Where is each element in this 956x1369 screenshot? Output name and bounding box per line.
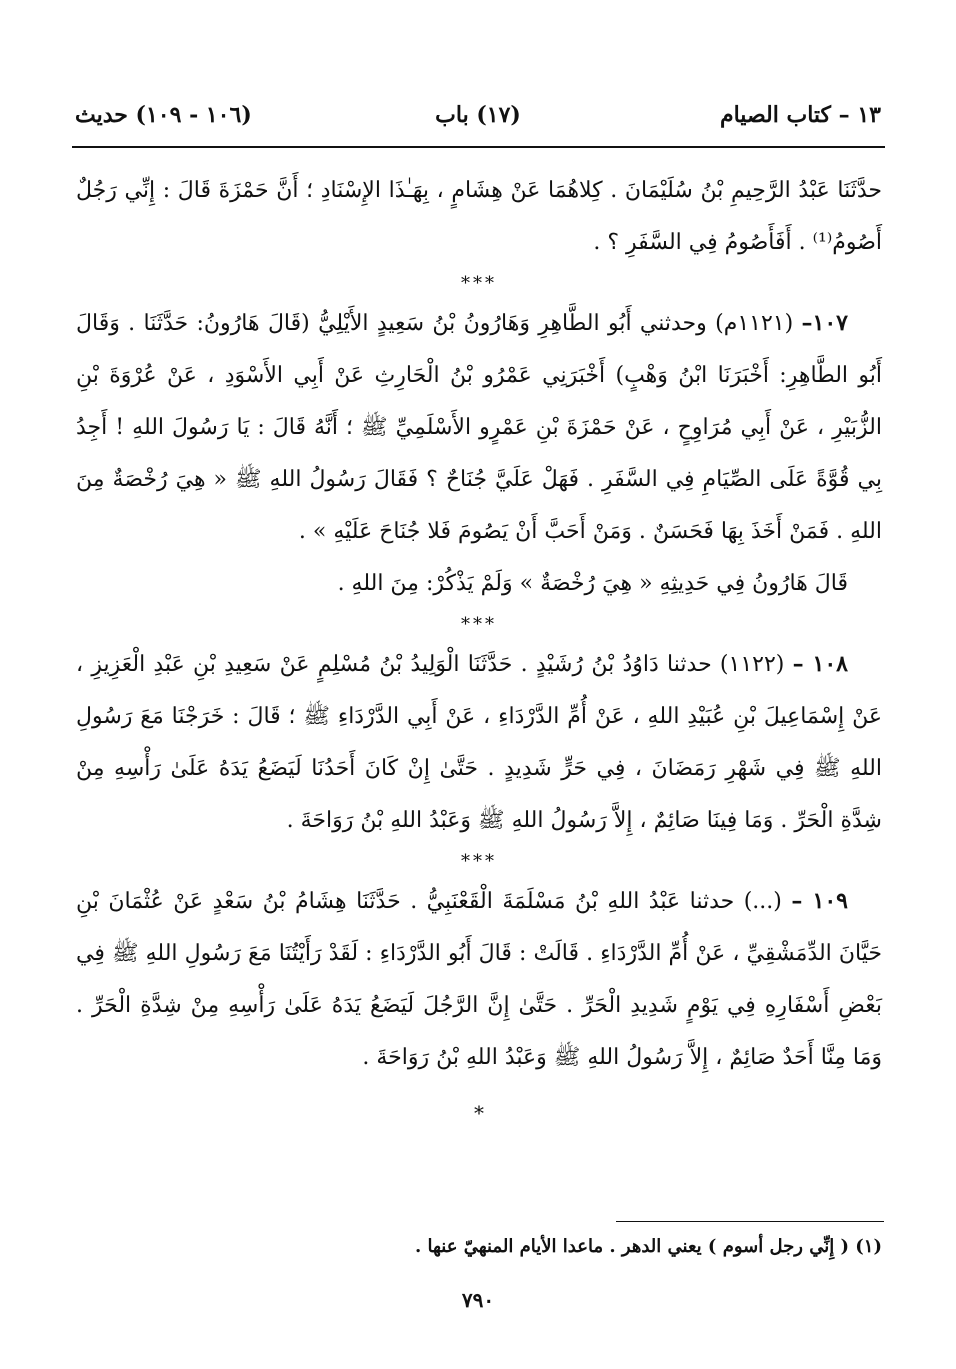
hadith-text: (...) حدثنا عَبْدُ اللهِ بْنُ مَسْلَمَةَ الْقَعْنَبِيُّ . حَدَّثَنَا هِشَامُ بْنُ سَعْدٍ عَنْ عُثْمَانَ بْنِ حَيَّانَ الدِّمَشْقِيِّ ، عَنْ أُمِّ الدَّرْدَاءِ . قَالَتْ : قَالَ أَبُو الدَّرْدَاءِ : لَقَدْ رَأَيْتُنَا مَعَ رَسُولِ اللهِ ﷺ فِي بَعْضِ أَسْفَارِهِ فِي يَوْمٍ شَدِيدِ الْحَرِّ . حَتَّىٰ إِنَّ الرَّجُلَ لَيَضَعُ يَدَهُ عَلَىٰ رَأْسِهِ مِنْ شِدَّةِ الْحَرِّ . وَمَا مِنَّا أَحَدٌ صَائِمٌ ، إِلاَّ رَسُولُ اللهِ ﷺ وَعَبْدُ اللهِ بْنُ رَوَاحَةَ . <box>76 889 882 1070</box>
hadith-range: (١٠٦ - ١٠٩) حديث <box>75 102 252 128</box>
hadith-number: ١٠٧– <box>801 310 848 336</box>
continuation-paragraph: حدَّثَنَا عَبْدُ الرَّحِيمِ بْنُ سُلَيْمَانَ . كِلاهُمَا عَنْ هِشَامٍ ، بِهَـٰذَا الإِسْنَادِ ؛ أَنَّ حَمْزَةَ قَالَ : إِنِّي رَجُلٌ أَصُومُ⁽¹⁾ . أَفَأَصُومُ فِي السَّفَرِ ؟ . <box>76 178 882 255</box>
footnote: (١) ( إِنِّي رجل أسوم ) يعني الدهر . ماعدا الأيام المنهيّ عنها . <box>414 1236 882 1257</box>
hadith-107-note: قَالَ هَارُونُ فِي حَدِيثِهِ « هِيَ رُخْصَةٌ » وَلَمْ يَذْكُرْ: مِنَ اللهِ . <box>337 571 848 596</box>
page-number: ٧٩٠ <box>461 1288 495 1312</box>
section-separator: *** <box>461 851 497 872</box>
hadith-number: ١٠٩ – <box>791 888 848 914</box>
section-separator: *** <box>461 273 497 294</box>
section-separator: *** <box>461 614 497 635</box>
main-text <box>76 165 882 1128</box>
hadith-108 <box>76 638 882 847</box>
hadith-109 <box>76 875 882 1084</box>
running-header <box>75 100 881 144</box>
hadith-text: (١١٢١م) وحدثني أَبُو الطَّاهِرِ وَهَارُونُ بْنُ سَعِيدٍ الأَيْلِيُّ (قَالَ هَارُونُ: حَدَّثَنَا . وَقَالَ أَبُو الطَّاهِرِ: أَخْبَرَنَا ابْنُ وَهْبٍ) أَخْبَرَنِي عَمْرُو بْنُ الْحَارِثِ عَنْ أَبِي الأَسْوَدِ ، عَنْ عُرْوَةَ بْنِ الزُّبَيْرِ ، عَنْ أَبِي مُرَاوِحٍ ، عَنْ حَمْزَةَ بْنِ عَمْرٍو الأَسْلَمِيِّ ﷺ ؛ أَنَّهُ قَالَ : يَا رَسُولَ اللهِ ! أَجِدُ بِي قُوَّةً عَلَى الصِّيَامِ فِي السَّفَرِ . فَهَلْ عَلَيَّ جُنَاحٌ ؟ فَقَالَ رَسُولُ اللهِ ﷺ « هِيَ رُخْصَةٌ مِنَ اللهِ . فَمَنْ أَخَذَ بِهَا فَحَسَنٌ . وَمَنْ أَحَبَّ أَنْ يَصُومَ فَلا جُنَاحَ عَلَيْهِ » . <box>76 311 882 544</box>
header-divider <box>72 146 885 148</box>
hadith-text: (١١٢٢) حدثنا دَاوُدُ بْنُ رُشَيْدٍ . حَدَّثَنَا الْوَلِيدُ بْنُ مُسْلِمٍ عَنْ سَعِيدِ بْنِ عَبْدِ الْعَزِيزِ ، عَنْ إِسْمَاعِيلَ بْنِ عُبَيْدِ اللهِ ، عَنْ أُمِّ الدَّرْدَاءِ ، عَنْ أَبِي الدَّرْدَاءِ ﷺ ؛ قَالَ : خَرَجْنَا مَعَ رَسُولِ اللهِ ﷺ فِي شَهْرِ رَمَضَانَ ، فِي حَرٍّ شَدِيدٍ . حَتَّىٰ إِنْ كَانَ أَحَدُنَا لَيَضَعُ يَدَهُ عَلَىٰ رَأْسِهِ مِنْ شِدَّةِ الْحَرِّ . وَمَا فِينَا صَائِمٌ ، إِلاَّ رَسُولُ اللهِ ﷺ وَعَبْدُ اللهِ بْنُ رَوَاحَةَ . <box>76 652 882 833</box>
hadith-107 <box>76 297 882 558</box>
chapter-label: (١٧) باب <box>435 102 521 128</box>
hadith-number: ١٠٨ – <box>792 651 848 677</box>
book-title: ١٣ – كتاب الصيام <box>719 102 881 128</box>
footnote-divider <box>616 1221 884 1222</box>
end-mark: * <box>474 1101 484 1125</box>
